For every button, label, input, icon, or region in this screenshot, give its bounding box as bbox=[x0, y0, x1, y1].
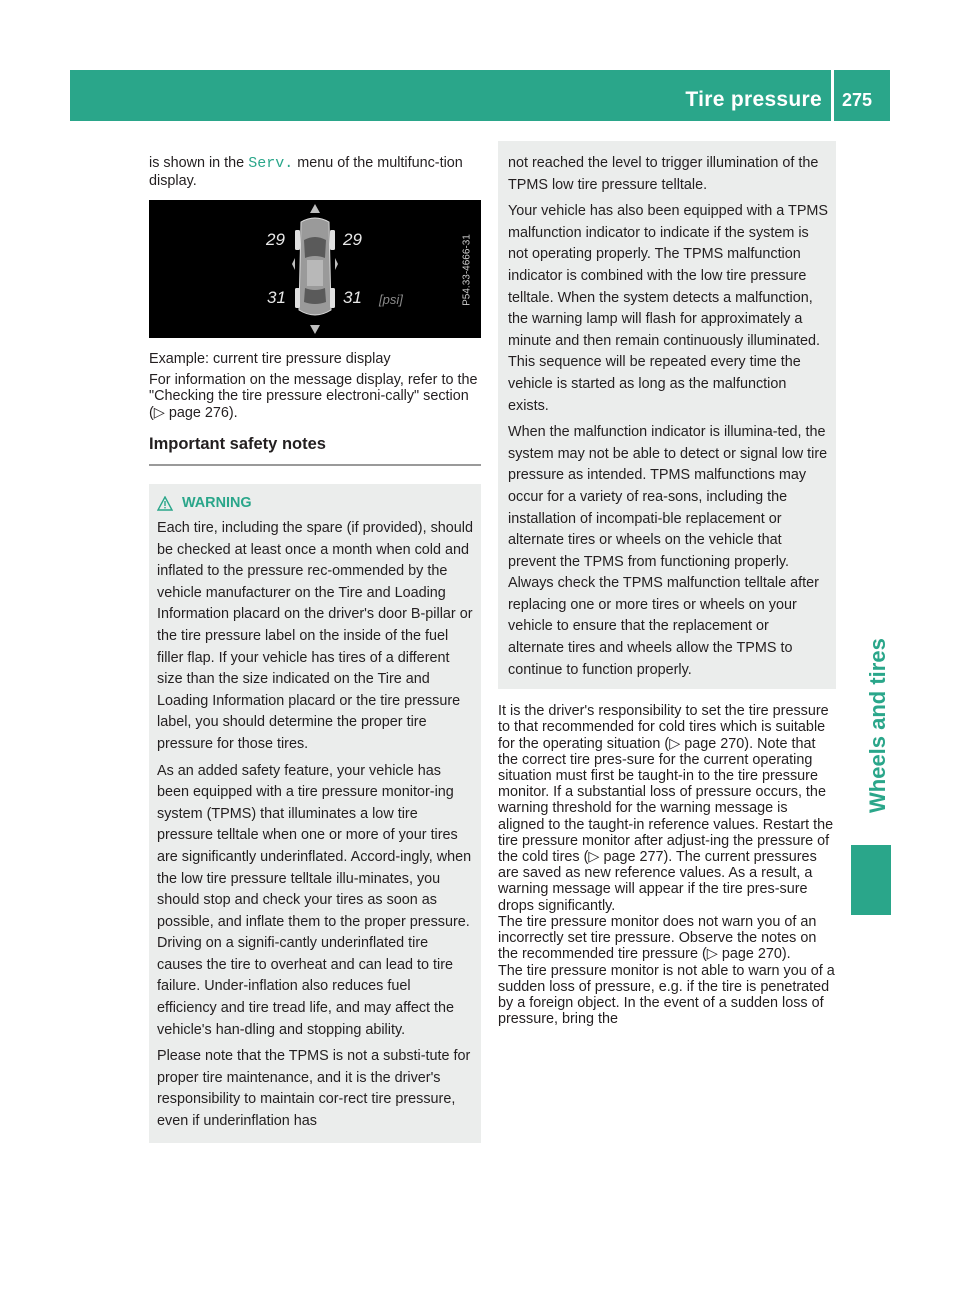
figure-caption: Example: current tire pressure display bbox=[149, 351, 391, 367]
warning-paragraph-6: When the malfunction indicator is illumina-ted, the system may not be able to detect or signal low tire pressure as intended. TPMS malfunctions may occur for a variety of rea-sons, including the installation of incompati-ble replacement or alternate tires or wheels on the vehicle that prevent the TPMS from functioning properly. Always check the TPMS malfunction telltale after replacing one or more tires or wheels on your vehicle to ensure that the replacement or alternate tires and wheels allow the TPMS to continue to function properly. bbox=[508, 424, 828, 678]
car-top-view-icon bbox=[149, 200, 481, 338]
right-column bbox=[498, 141, 836, 1027]
header-divider bbox=[831, 70, 834, 121]
body-text bbox=[498, 703, 836, 1027]
info-text: For information on the message display, refer to the "Checking the tire pressure electroni-cally" section (▷ page 276). bbox=[149, 371, 478, 421]
serv-menu-label: Serv. bbox=[248, 155, 294, 172]
warning-box bbox=[149, 484, 481, 1143]
front-left-pressure: 29 bbox=[266, 230, 285, 249]
section-heading: Important safety notes bbox=[149, 435, 481, 466]
pressure-unit: [psi] bbox=[379, 292, 403, 307]
rear-left-pressure: 31 bbox=[267, 288, 286, 307]
side-tab-block bbox=[851, 845, 891, 915]
warning-paragraph-3: Please note that the TPMS is not a substi-tute for proper tire maintenance, and it is the driver's responsibility to maintain cor-rect tire pressure, even if underinflation has bbox=[157, 1048, 471, 1130]
intro-text: is shown in the Serv. menu of the multifunc-tion display. bbox=[149, 155, 463, 189]
warning-paragraph-4: not reached the level to trigger illumination of the TPMS low tire pressure telltale. bbox=[508, 155, 819, 193]
warning-triangle-icon bbox=[157, 496, 173, 511]
body-paragraph-2: The tire pressure monitor does not warn you of an incorrectly set tire pressure. Observe the notes on the recommended tire pressure (▷ page 270). bbox=[498, 913, 817, 963]
warning-paragraph-1: Each tire, including the spare (if provided), should be checked at least once a month when cold and inflated to the pressure rec-ommended by the vehicle manufacturer on the Tire and Loading Information placard on the driver's door B-pillar or the tire pressure label on the inside of the fuel filler flap. If your vehicle has tires of a different size than the size indicated on the Tire and Loading Information placard or the tire pressure label, you should determine the proper tire pressure for those tires. bbox=[157, 520, 473, 752]
side-tab-label: Wheels and tires bbox=[865, 638, 890, 813]
body-paragraph-1: It is the driver's responsibility to set the tire pressure to that recommended for cold tires which is suitable for the operating situation (▷ page 270). Note that the correct tire pres-sure for the current operating situation must first be taught-in to the tire pressure monitor. If a substantial loss of pressure occurs, the warning threshold for the warning message is aligned to the taught-in reference values. Restart the tire pressure monitor after adjust-ing the pressure of the cold tires (▷ page 277). The current pressures are saved as new reference values. As a result, a warning message will appear if the tire pres-sure drops significantly. bbox=[498, 703, 834, 914]
tire-pressure-display-figure bbox=[149, 200, 481, 338]
left-column bbox=[149, 155, 481, 1143]
page-number: 275 bbox=[842, 90, 873, 110]
warning-title: WARNING bbox=[157, 495, 474, 511]
body-paragraph-3: The tire pressure monitor is not able to warn you of a sudden loss of pressure, e.g. if the tire is penetrated by a foreign object. In the event of a sudden loss of pressure, bring the bbox=[498, 962, 835, 1028]
rear-right-pressure: 31 bbox=[343, 288, 362, 307]
figure-code: P54.33-4666-31 bbox=[461, 234, 473, 306]
page-title: Tire pressure bbox=[685, 88, 822, 111]
warning-paragraph-5: Your vehicle has also been equipped with a TPMS malfunction indicator to indicate if the system is not operating properly. The TPMS malfunction indicator is combined with the low tire pressure telltale. When the system detects a malfunction, the warning lamp will flash for approximately a minute and then remain continuously illuminated. This sequence will be repeated every time the vehicle is started as long as the malfunction exists. bbox=[508, 203, 829, 414]
warning-paragraph-2: As an added safety feature, your vehicle has been equipped with a tire pressure monitor-ing system (TPMS) that illuminates a low tire pressure telltale when one or more of your tires are significantly underinflated. Accord-ingly, when the low tire pressure telltale illu-minates, you should stop and check your tires as soon as possible, and inflate them to the proper pressure. Driving on a signifi-cantly underinflated tire causes the tire to overheat and can lead to tire failure. Under-inflation also reduces fuel efficiency and tire tread life, and may affect the vehicle's han-dling and stopping ability. bbox=[157, 762, 472, 1038]
front-right-pressure: 29 bbox=[343, 230, 362, 249]
warning-box-continued bbox=[498, 141, 836, 689]
